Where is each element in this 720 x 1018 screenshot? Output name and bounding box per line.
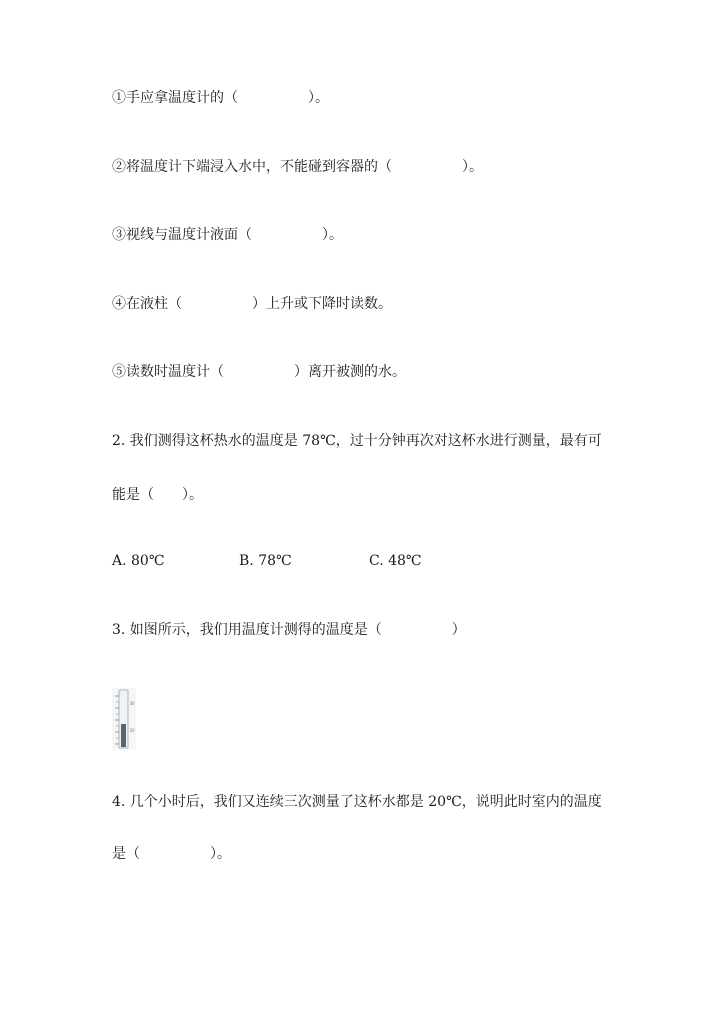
thermometer-label-20: 20 [129,728,135,733]
question-1-item-3: ③视线与温度计液面（ ）。 [112,227,343,243]
question-4-text-line-1: 4. 几个小时后，我们又连续三次测量了这杯水都是 20℃，说明此时室内的温度 [112,794,602,810]
question-1-item-4: ④在液柱（ ）上升或下降时读数。 [112,296,392,312]
question-4-text-line-2: 是（ ）。 [112,846,231,862]
thermometer-liquid-column [121,724,126,747]
thermometer-image [112,688,136,750]
question-2-option-a: A. 80℃ [112,553,165,569]
thermometer-label-30: 30 [129,701,135,706]
question-1-item-1: ①手应拿温度计的（ ）。 [112,90,329,106]
question-1-item-5: ⑤读数时温度计（ ）离开被测的水。 [112,364,406,380]
question-1-item-2: ②将温度计下端浸入水中，不能碰到容器的（ ）。 [112,159,483,175]
question-2-text-line-2: 能是（ ）。 [112,487,203,503]
question-2-option-c: C. 48℃ [369,553,422,569]
question-2-text-line-1: 2. 我们测得这杯热水的温度是 78℃，过十分钟再次对这杯水进行测量，最有可 [112,433,602,449]
question-2-option-b: B. 78℃ [239,553,292,569]
question-3-text: 3. 如图所示，我们用温度计测得的温度是（ ） [112,622,466,638]
